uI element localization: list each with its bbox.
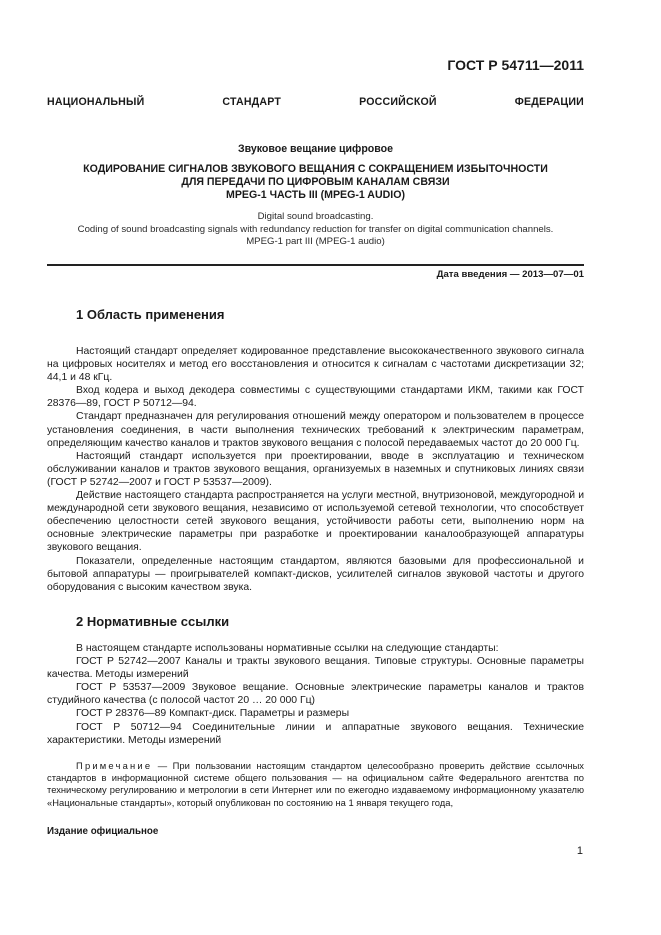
paragraph: Стандарт предназначен для регулирования отношений между оператором и пользователем в процессе установления соединения, в части выполнения технических требований к электрическим параметрам, определяющим качество каналов и трактов звукового вещания с полосой передаваемых частот до 20 000 Гц. [47, 411, 584, 449]
reference-item: ГОСТ Р 50712—94 Соединительные линии и аппаратные звукового вещания. Технические характеристики. Методы измерений [47, 721, 584, 746]
title-ru-line: КОДИРОВАНИЕ СИГНАЛОВ ЗВУКОВОГО ВЕЩАНИЯ С СОКРАЩЕНИЕМ ИЗБЫТОЧНОСТИ [83, 163, 548, 175]
title-ru-line: MPEG-1 ЧАСТЬ III (MPEG-1 AUDIO) [226, 189, 405, 201]
note-text: — При пользовании настоящим стандартом целесообразно проверить действие ссылочных стандартов в информационной системе общего пользования — на официальном сайте Федерального агентства по техническому регулированию и метрологии в сети Интернет или по ежегодно издаваемому информационному указателю «Национальные стандарты», который опубликован по состоянию на 1 января текущего года, [47, 760, 584, 808]
national-standard-header: НАЦИОНАЛЬНЫЙ СТАНДАРТ РОССИЙСКОЙ ФЕДЕРАЦИИ [47, 96, 584, 108]
section-heading-scope: 1 Область применения [76, 307, 225, 322]
reference-item: ГОСТ Р 28376—89 Компакт-диск. Параметры и размеры [76, 708, 350, 720]
reference-item: ГОСТ Р 53537—2009 Звуковое вещание. Основные электрические параметры каналов и трактов студийного качества (с полосой частот 20 … 20 000 Гц) [47, 682, 584, 707]
note-paragraph [47, 760, 584, 809]
reference-item: ГОСТ Р 52742—2007 Каналы и тракты звукового вещания. Типовые структуры. Основные параметры качества. Методы измерений [47, 656, 584, 681]
paragraph: Настоящий стандарт определяет кодированное представление высококачественного звукового сигнала на цифровых носителях и метод его восстановления и относится к сигналам с частотами дискретизации 32; 44,1 и 48 кГц. [47, 346, 584, 384]
document-subject: Звуковое вещание цифровое [237, 143, 394, 155]
paragraph: Показатели, определенные настоящим стандартом, являются базовыми для профессиональной и бытовой аппаратуры — проигрывателей компакт-дисков, усилителей сигналов звуковой частоты и другого оборудования с высоким качеством звука. [47, 555, 584, 593]
title-ru-line: ДЛЯ ПЕРЕДАЧИ ПО ЦИФРОВЫМ КАНАЛАМ СВЯЗИ [181, 176, 450, 188]
section-heading-normative-references: 2 Нормативные ссылки [76, 614, 230, 629]
introduction-date: Дата введения — 2013—07—01 [436, 269, 584, 280]
horizontal-rule [47, 264, 584, 266]
official-edition-label: Издание официальное [47, 826, 159, 837]
document-code: ГОСТ Р 54711—2011 [447, 57, 584, 73]
paragraph: Действие настоящего стандарта распространяется на услуги местной, внутризоновой, междугородной и международной сети звукового вещания, независимо от используемой сетевой технологии, что способствует обеспечению целостности сетей звукового вещания, устойчивости работы сети, выполнению норм на основные электрические параметры при разработке и проектировании каналообразующей аппаратуры звукового вещания. [47, 490, 584, 554]
page-number: 1 [576, 845, 583, 857]
paragraph: Настоящий стандарт используется при проектировании, вводе в эксплуатацию и техническом обслуживании каналов и трактов звукового вещания, организуемых в наземных и спутниковых линиях связи (ГОСТ Р 52742—2007 и ГОСТ Р 53537—2009). [47, 450, 584, 488]
section-references-body [47, 642, 584, 747]
document-title-ru [47, 163, 584, 202]
paragraph: В настоящем стандарте использованы нормативные ссылки на следующие стандарты: [76, 643, 499, 654]
title-en-line: Digital sound broadcasting. [257, 211, 374, 222]
paragraph: Вход кодера и выход декодера совместимы с существующими стандартами ИКМ, такими как ГОСТ 28376—89, ГОСТ Р 50712—94. [47, 385, 584, 410]
note-label: Примечание [76, 760, 153, 771]
section-scope-body [47, 345, 584, 594]
title-en-line: Coding of sound broadcasting signals with redundancy reduction for transfer on digital communication channels. [77, 223, 554, 235]
title-en-line: MPEG-1 part III (MPEG-1 audio) [246, 236, 385, 248]
document-title-en [47, 211, 584, 249]
